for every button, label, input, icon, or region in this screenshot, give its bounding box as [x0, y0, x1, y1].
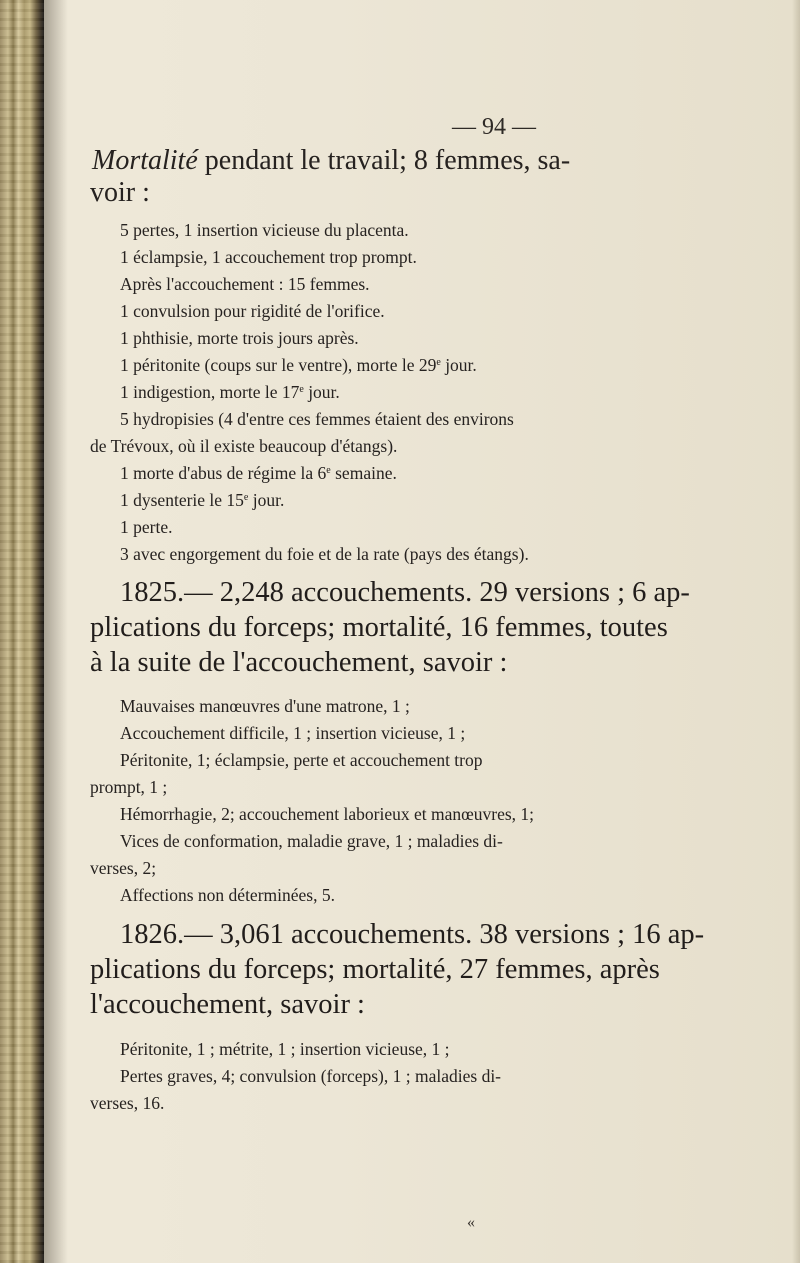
- y1826-heading-line-1: 1826.— 3,061 accouchements. 38 versions ; 16 ap-: [120, 919, 705, 950]
- mortalite-italic: Mortalité: [92, 145, 198, 176]
- y1825-item-5-cont: verses, 2;: [90, 858, 157, 878]
- y1825-item-4: Hémorrhagie, 2; accouchement laborieux et manœuvres, 1;: [120, 804, 535, 824]
- y1825-item-3-cont: prompt, 1 ;: [90, 777, 168, 797]
- y1826-heading-line-2: plications du forceps; mortalité, 27 femmes, après: [90, 954, 660, 985]
- list1-item-10-sup: e: [243, 492, 249, 503]
- y1825-item-3: Péritonite, 1; éclampsie, perte et accouchement trop: [120, 750, 483, 770]
- list1-item-9-sup: e: [326, 465, 331, 476]
- list1-item-12: 3 avec engorgement du foie et de la rate (pays des étangs).: [120, 544, 529, 564]
- book-binding: [0, 0, 44, 1263]
- list1-item-7: [120, 379, 340, 406]
- mortalite-rest: pendant le travail; 8 femmes, sa-: [197, 145, 571, 176]
- y1826-heading-line-3: l'accouchement, savoir :: [90, 989, 365, 1020]
- mortalite-line-2: voir :: [90, 177, 150, 208]
- y1826-item-1: Péritonite, 1 ; métrite, 1 ; insertion vicieuse, 1 ;: [120, 1039, 450, 1059]
- y1826-item-2: Pertes graves, 4; convulsion (forceps), 1 ; maladies di-: [120, 1066, 502, 1086]
- list1-item-8-cont: de Trévoux, où il existe beaucoup d'étangs).: [90, 436, 398, 456]
- list1-item-8: 5 hydropisies (4 d'entre ces femmes étaient des environs: [120, 409, 514, 429]
- list1-item-10-suffix: jour.: [248, 490, 285, 510]
- y1825-item-5: Vices de conformation, maladie grave, 1 ; maladies di-: [120, 831, 503, 851]
- y1825-item-6: Affections non déterminées, 5.: [120, 885, 335, 905]
- list1-item-5: 1 phthisie, morte trois jours après.: [120, 328, 359, 348]
- list1-item-1: 5 pertes, 1 insertion vicieuse du placenta.: [120, 220, 409, 240]
- list1-item-11: 1 perte.: [120, 517, 173, 537]
- list1-item-6: [120, 352, 477, 379]
- list1-item-7-suffix: jour.: [303, 382, 340, 402]
- mortalite-line-1: [92, 145, 764, 177]
- y1825-heading-line-3: à la suite de l'accouchement, savoir :: [90, 647, 508, 678]
- list1-item-9: [120, 460, 397, 487]
- list1-item-3: Après l'accouchement : 15 femmes.: [120, 274, 370, 294]
- y1825-heading-line-2: plications du forceps; mortalité, 16 femmes, toutes: [90, 612, 668, 643]
- binding-shadow: [44, 0, 68, 1263]
- page-number: — 94 —: [452, 114, 536, 140]
- y1826-item-2-cont: verses, 16.: [90, 1093, 165, 1113]
- list1-item-7-text: 1 indigestion, morte le 17: [120, 382, 300, 402]
- list1-item-4: 1 convulsion pour rigidité de l'orifice.: [120, 301, 385, 321]
- list1-item-9-text: 1 morte d'abus de régime la 6: [120, 463, 327, 483]
- list1-item-10: [120, 487, 284, 514]
- page-edge: [792, 0, 800, 1263]
- footer-mark: «: [467, 1214, 475, 1231]
- y1825-item-1: Mauvaises manœuvres d'une matrone, 1 ;: [120, 696, 410, 716]
- list1-item-6-sup: e: [436, 357, 441, 368]
- list1-item-10-text: 1 dysenterie le 15: [120, 490, 244, 510]
- y1825-item-2: Accouchement difficile, 1 ; insertion vicieuse, 1 ;: [120, 723, 466, 743]
- list1-item-9-suffix: semaine.: [330, 463, 397, 483]
- y1825-heading-line-1: 1825.— 2,248 accouchements. 29 versions ; 6 ap-: [120, 577, 690, 608]
- list1-item-6-suffix: jour.: [440, 355, 477, 375]
- list1-item-2: 1 éclampsie, 1 accouchement trop prompt.: [120, 247, 417, 267]
- list1-item-6-text: 1 péritonite (coups sur le ventre), morte le 29: [120, 355, 437, 375]
- list1-item-7-sup: e: [299, 384, 304, 395]
